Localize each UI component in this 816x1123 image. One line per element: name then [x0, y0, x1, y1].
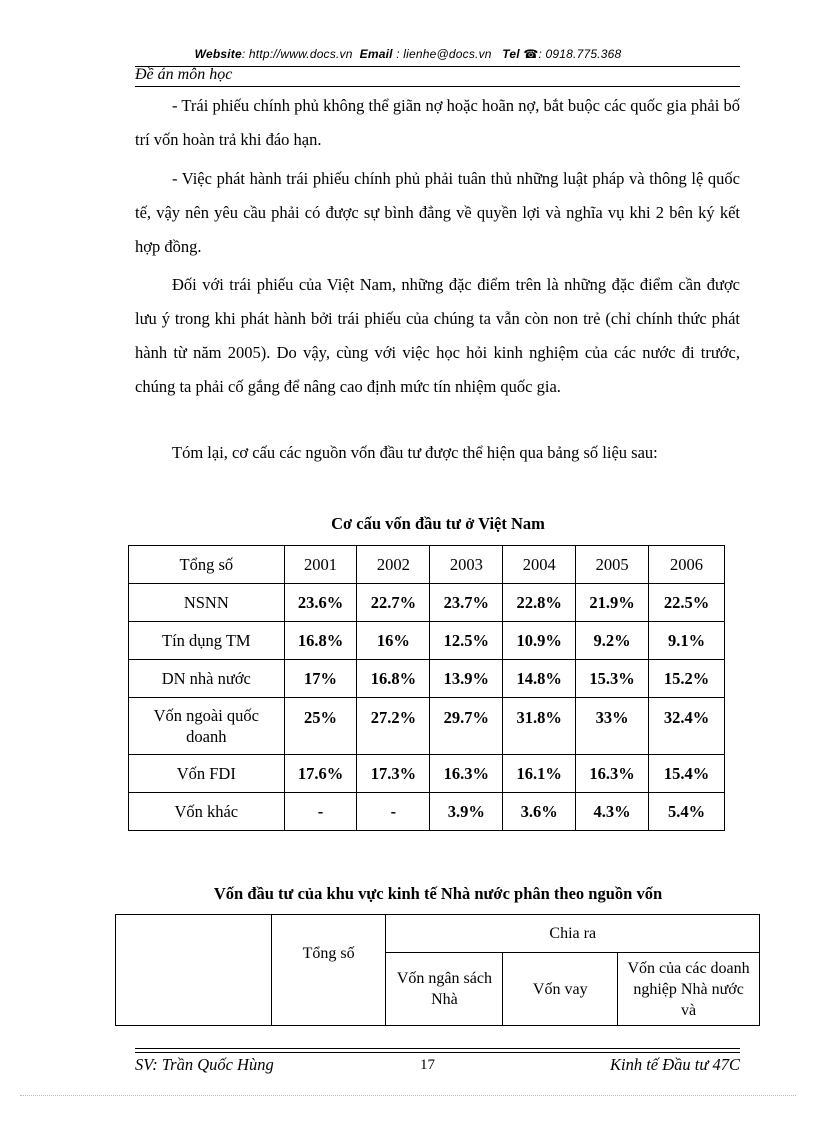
cell: 5.4% — [649, 793, 725, 831]
cell: 15.4% — [649, 755, 725, 793]
header-cell: 2001 — [284, 546, 357, 584]
cell: 16.3% — [576, 755, 649, 793]
class-name: Kinh tế Đầu tư 47C — [609, 1055, 740, 1074]
tel-label: Tel — [502, 47, 520, 61]
table-row — [129, 584, 725, 622]
footer-rule-bottom — [135, 1052, 740, 1053]
email-label: Email — [359, 47, 393, 61]
cell: 15.3% — [576, 660, 649, 698]
cell: 31.8% — [503, 698, 576, 755]
paragraph: Tóm lại, cơ cấu các nguồn vốn đầu tư được thể hiện qua bảng số liệu sau: — [172, 443, 658, 462]
empty-corner-cell — [116, 915, 272, 1026]
cell: 17% — [284, 660, 357, 698]
cell: 22.7% — [357, 584, 430, 622]
cell: 4.3% — [576, 793, 649, 831]
header-rule-bottom — [135, 86, 740, 87]
header-cell: Vốn của các doanh nghiệp Nhà nước và — [618, 953, 760, 1026]
paragraph-4-block — [135, 436, 740, 470]
paragraph: Đối với trái phiếu của Việt Nam, những đặc điểm trên là những đặc điểm cần được lưu ý trong khi phát hành bởi trái phiếu của chúng ta vẫn còn non trẻ (chỉ chính thức phát hành từ năm 2005). Do vậy, cùng với việc học hỏi kinh nghiệm của các nước đi trước, chúng ta phải cố gắng để nâng cao định mức tín nhiệm quốc gia. — [135, 275, 740, 396]
page-number: 17 — [420, 1057, 435, 1073]
cell: - — [357, 793, 430, 831]
cell: 3.9% — [430, 793, 503, 831]
table2-title: Vốn đầu tư của khu vực kinh tế Nhà nước phân theo nguồn vốn — [213, 884, 663, 903]
state-investment-table — [115, 914, 760, 1026]
cell: 27.2% — [357, 698, 430, 755]
cell: 10.9% — [503, 622, 576, 660]
paragraph: - Việc phát hành trái phiếu chính phủ phải tuân thủ những luật pháp và thông lệ quốc tế, vậy nên yêu cầu phải có được sự bình đẳng về quyền lợi và nghĩa vụ khi 2 bên ký kết hợp đồng. — [135, 169, 740, 256]
page-header-contact — [0, 47, 816, 61]
website-label: Website — [194, 47, 242, 61]
paragraph-2-block — [135, 162, 740, 264]
paragraph-1-block — [135, 89, 740, 157]
paragraph: - Trái phiếu chính phủ không thể giãn nợ hoặc hoãn nợ, bắt buộc các quốc gia phải bố trí vốn hoàn trả khi đáo hạn. — [135, 96, 740, 149]
table1-title: Cơ cấu vốn đầu tư ở Việt Nam — [331, 514, 545, 533]
row-label: Tín dụng TM — [129, 622, 285, 660]
paragraph-3-block — [135, 268, 740, 404]
table-row — [129, 660, 725, 698]
cell: 32.4% — [649, 698, 725, 755]
table-header-row — [116, 915, 760, 953]
website-value: : http://www.docs.vn — [241, 47, 353, 61]
row-label: Vốn khác — [129, 793, 285, 831]
tel-value: : 0918.775.368 — [538, 47, 622, 61]
header-cell: Vốn vay — [503, 953, 618, 1026]
cell: 9.2% — [576, 622, 649, 660]
table-row — [129, 622, 725, 660]
cell: - — [284, 793, 357, 831]
document-title: Đề án môn học — [135, 66, 233, 83]
email-value: : lienhe@docs.vn — [396, 47, 492, 61]
page-bottom-divider — [20, 1095, 796, 1096]
cell: 16.8% — [357, 660, 430, 698]
table-row — [129, 755, 725, 793]
cell: 29.7% — [430, 698, 503, 755]
cell: 3.6% — [503, 793, 576, 831]
cell: 23.6% — [284, 584, 357, 622]
cell: 12.5% — [430, 622, 503, 660]
header-cell: Tổng số — [271, 915, 386, 1026]
table-row — [129, 793, 725, 831]
table-row — [129, 698, 725, 755]
header-cell: 2004 — [503, 546, 576, 584]
header-cell: 2003 — [430, 546, 503, 584]
cell: 16% — [357, 622, 430, 660]
row-label: Vốn FDI — [129, 755, 285, 793]
cell: 17.3% — [357, 755, 430, 793]
cell: 13.9% — [430, 660, 503, 698]
cell: 22.8% — [503, 584, 576, 622]
footer-rule-top — [135, 1048, 740, 1049]
header-cell: Tổng số — [129, 546, 285, 584]
header-cell: 2006 — [649, 546, 725, 584]
row-label: Vốn ngoài quốc doanh — [129, 698, 285, 755]
header-cell: 2002 — [357, 546, 430, 584]
cell: 22.5% — [649, 584, 725, 622]
table-header-row — [129, 546, 725, 584]
investment-structure-table — [128, 545, 725, 831]
cell: 17.6% — [284, 755, 357, 793]
group-header-cell: Chia ra — [386, 915, 760, 953]
cell: 9.1% — [649, 622, 725, 660]
header-cell: 2005 — [576, 546, 649, 584]
cell: 16.1% — [503, 755, 576, 793]
cell: 16.8% — [284, 622, 357, 660]
phone-icon: ☎ — [523, 47, 539, 61]
cell: 14.8% — [503, 660, 576, 698]
cell: 23.7% — [430, 584, 503, 622]
row-label: NSNN — [129, 584, 285, 622]
cell: 16.3% — [430, 755, 503, 793]
cell: 33% — [576, 698, 649, 755]
row-label: DN nhà nước — [129, 660, 285, 698]
student-name: SV: Trần Quốc Hùng — [135, 1055, 274, 1074]
cell: 25% — [284, 698, 357, 755]
cell: 15.2% — [649, 660, 725, 698]
header-cell: Vốn ngân sách Nhà — [386, 953, 503, 1026]
cell: 21.9% — [576, 584, 649, 622]
